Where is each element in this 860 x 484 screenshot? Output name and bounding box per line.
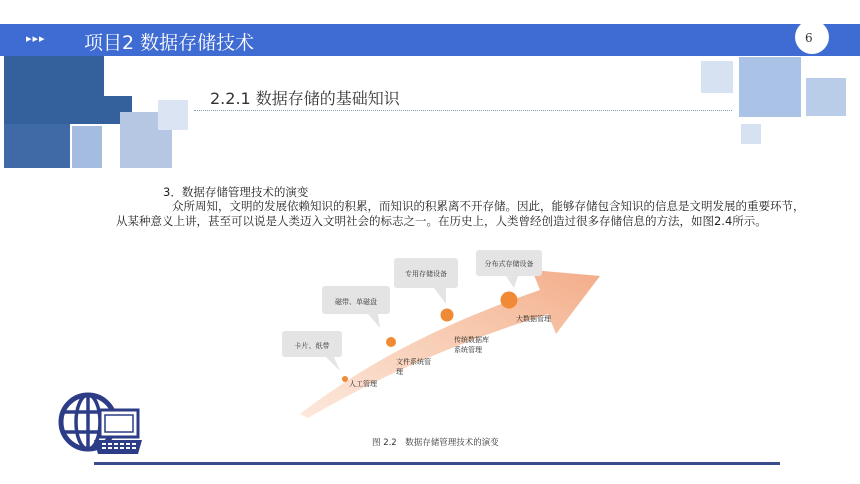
figure-caption: 图 2.2 数据存储管理技术的演变	[372, 438, 499, 448]
chapter-title: 项目2 数据存储技术	[84, 32, 255, 54]
stage-label: 文件系统管理	[396, 358, 431, 376]
callout-label: 磁带、单磁盘	[335, 298, 377, 306]
callout-label: 卡片、纸带	[294, 342, 330, 350]
stage-label: 大数据管理	[516, 315, 551, 323]
section-divider	[194, 110, 732, 111]
footer-divider	[94, 462, 780, 465]
callout-1	[282, 331, 342, 371]
stage-dot	[501, 292, 518, 309]
deco-square	[4, 56, 104, 124]
section-title: 2.2.1 数据存储的基础知识	[210, 89, 400, 108]
stage-dot	[441, 309, 454, 322]
callout-label: 分布式存储设备	[484, 260, 534, 268]
stage-label: 传统数据库系统管理	[454, 336, 489, 354]
triple-chevron-icon: ▸▸▸	[26, 32, 46, 45]
deco-square	[72, 126, 102, 168]
stage-dot	[342, 376, 348, 382]
callout-4	[476, 250, 542, 288]
paragraph-body: 众所周知，文明的发展依赖知识的积累，而知识的积累离不开存储。因此，能够存储包含知识的信息是文明发展的重要环节，从某种意义上讲，甚至可以说是人类迈入文明社会的标志之一。在历史上，人类曾经创造过很多存储信息的方法，如图2.4所示。	[116, 199, 805, 228]
deco-square	[4, 124, 70, 168]
globe-laptop-icon	[58, 388, 144, 460]
deco-square	[158, 100, 188, 130]
deco-square	[741, 124, 761, 144]
page-number: 6	[805, 31, 813, 45]
callout-label: 专用存储设备	[405, 270, 447, 278]
callout-2	[322, 286, 390, 328]
callout-3	[394, 258, 458, 304]
paragraph-heading: 3．数据存储管理技术的演变	[163, 185, 309, 199]
stage-label: 人工管理	[349, 380, 377, 388]
deco-square	[806, 78, 846, 116]
header-bar	[0, 24, 860, 56]
evolution-figure	[270, 248, 610, 420]
deco-square	[739, 57, 801, 117]
deco-square	[701, 61, 733, 93]
stage-dot	[386, 337, 396, 347]
